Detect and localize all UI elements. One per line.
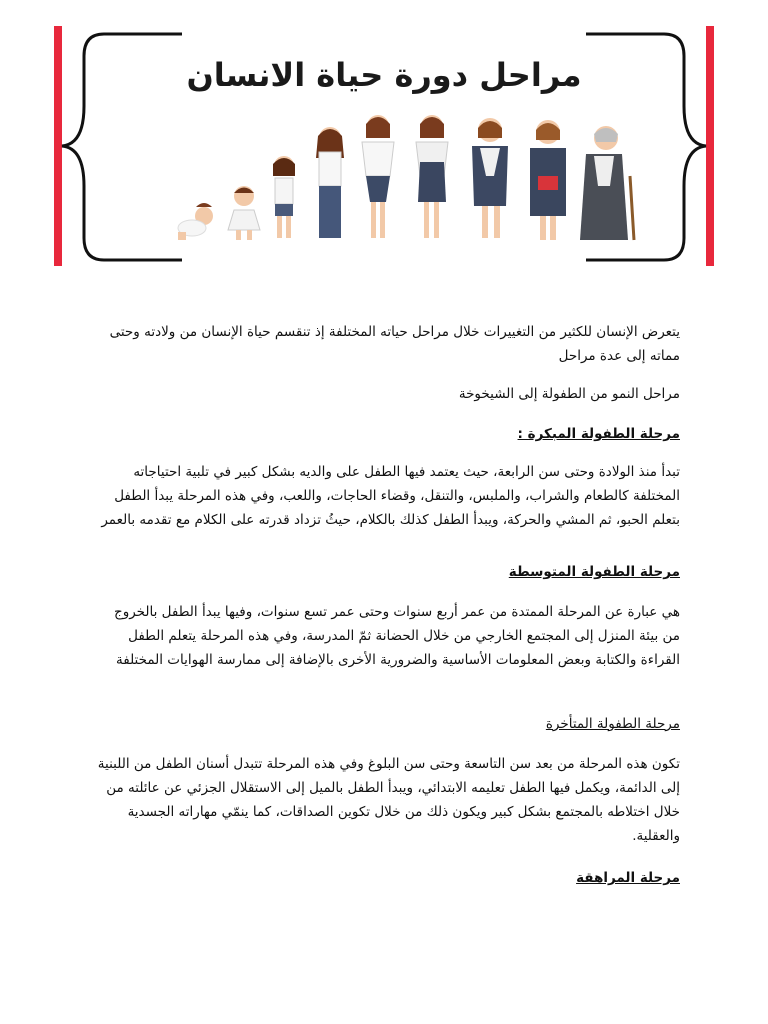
middle-aged-woman-figure: [472, 118, 508, 238]
section-body: تكون هذه المرحلة من بعد سن التاسعة وحتى سن البلوغ وفي هذه المرحلة تتبدل أسنان الطفل من اللبنية إلى الدائمة، ويكمل فيها الطفل تعليمه الابتدائي، ويبدأ الطفل بالميل إلى الاستقلال الجزئي عن عائلته من خلال اختلاطه بالمجتمع بشكل كبير ويكون ذلك من خلال تكوين الصداقات، كما ينمّي مهاراته الجسدية والعقلية.: [97, 756, 680, 844]
section-middle-childhood-body: [96, 600, 680, 672]
teen-figure: [316, 127, 344, 238]
header-banner: [54, 26, 714, 266]
section-heading: مرحلة المراهقة: [576, 870, 680, 886]
baby-figure: [178, 203, 213, 240]
woman-figure: [416, 115, 448, 238]
section-heading: مرحلة الطفولة المتوسطة: [508, 564, 680, 580]
young-woman-figure: [362, 115, 394, 238]
intro-block: [96, 320, 680, 368]
older-woman-figure: [530, 120, 566, 240]
intro-subtitle: مراحل النمو من الطفولة إلى الشيخوخة: [458, 386, 680, 402]
section-middle-childhood: [96, 560, 680, 584]
section-late-childhood-body: [96, 752, 680, 848]
section-body: تبدأ منذ الولادة وحتى سن الرابعة، حيث يعتمد فيها الطفل على والديه بشكل كبير في تلبية احتياجاته المختلفة كالطعام والشراب، والملبس، والتنقل، وقضاء الحاجات، واللعب، وفي هذه المرحلة يبدأ الطفل بتعلم الحبو، ثم المشي والحركة، ويبدأ الطفل كذلك بالكلام، حيثُ تزداد قدرته على الكلام مع تقدمه بالعمر: [101, 464, 680, 528]
intro-paragraph: يتعرض الإنسان للكثير من التغييرات خلال مراحل حياته المختلفة إذ تنقسم حياة الإنسان من ولادته وحتى مماته إلى عدة مراحل: [109, 324, 680, 364]
subtitle-block: [96, 382, 680, 406]
section-adolescence: [96, 866, 680, 890]
life-stages-illustration: [54, 26, 714, 266]
section-body: هي عبارة عن المرحلة الممتدة من عمر أربع سنوات وحتى عمر تسع سنوات، وفيها يبدأ الطفل بالخروج من بيئة المنزل إلى المجتمع الخارجي من خلال الحضانة ثمّ المدرسة، وفي هذه المرحلة يتعلم الطفل القراءة والكتابة وبعض المعلومات الأساسية والضرورية الأخرى بالإضافة إلى ممارسة الهوايات المختلفة: [113, 604, 680, 668]
toddler-figure: [228, 186, 260, 240]
section-heading: مرحلة الطفولة المتأخرة: [545, 716, 680, 732]
section-heading: مرحلة الطفولة المبكرة :: [517, 426, 680, 442]
section-late-childhood: [96, 712, 680, 736]
section-early-childhood-body: [96, 460, 680, 532]
child-figure: [273, 156, 295, 238]
section-early-childhood: [96, 422, 680, 446]
elderly-woman-figure: [580, 126, 634, 240]
banner-title: مراحل دورة حياة الانسان: [186, 56, 582, 94]
